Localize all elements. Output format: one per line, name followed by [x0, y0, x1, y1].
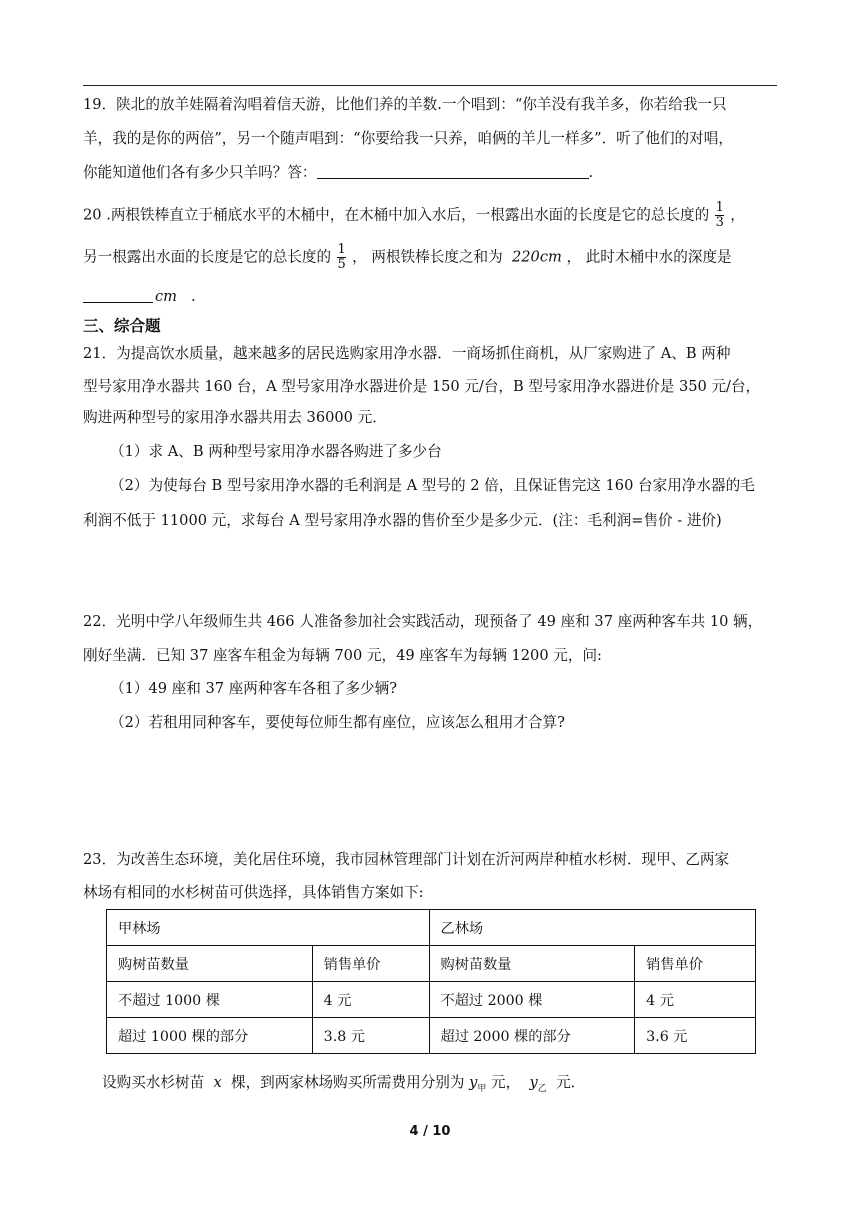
q20-text-2c: ， 此时木桶中水的深度是 [566, 248, 732, 266]
frac1-den: 3 [715, 215, 724, 230]
q20-answer-blank[interactable] [83, 286, 153, 303]
q23-text-a: 设购买水杉树苗 [102, 1074, 205, 1091]
q22-line-1: 22．光明中学八年级师生共 466 人准备参加社会实践活动，现预备了 49 座和 37 座两种客车共 10 辆， [83, 613, 763, 630]
y-letter-b: y [529, 1074, 538, 1091]
cell-a-r1-price: 4 元 [312, 982, 429, 1018]
table-row [107, 1018, 756, 1054]
cell-a-r2-price: 3.8 元 [312, 1018, 429, 1054]
q23-line-3 [102, 1073, 796, 1099]
q23-line-1: 23．为改善生态环境，美化居住环境，我市园林管理部门计划在沂河两岸种植水杉树．现甲、乙两家 [83, 851, 730, 868]
q23-text-d: 元． [556, 1074, 586, 1091]
table-row [107, 946, 756, 982]
q21-part-2a: （2）为使每台 B 型号家用净水器的毛利润是 A 型号的 2 倍，且保证售完这 160 台家用净水器的毛 [110, 477, 755, 494]
fraction-one-fifth [337, 243, 346, 272]
var-y-b [529, 1074, 547, 1094]
cell-b-r1-price: 4 元 [635, 982, 756, 1018]
q19-period: . [588, 164, 594, 181]
q20-line-2 [83, 243, 777, 272]
fraction-one-third [715, 201, 724, 230]
pricing-table [106, 909, 756, 1054]
header-rule [83, 85, 777, 86]
q22-line-2: 刚好坐满．已知 37 座客车租金为每辆 700 元，49 座客车为每辆 1200 元，问: [83, 647, 602, 664]
table-row [107, 910, 756, 946]
q21-line-1: 21．为提高饮水质量，越来越多的居民选购家用净水器．一商场抓住商机，从厂家购进了 A、B 两种 [83, 345, 731, 362]
col-qty-b: 购树苗数量 [429, 946, 635, 982]
q19-line-3 [83, 162, 777, 183]
q20-text-2a: 另一根露出水面的长度是它的总长度的 [83, 248, 332, 266]
frac2-den: 5 [337, 257, 346, 272]
frac2-num: 1 [337, 242, 346, 257]
frac1-num: 1 [715, 200, 724, 215]
cell-b-r2-qty: 超过 2000 棵的部分 [429, 1018, 635, 1054]
col-price-b: 销售单价 [635, 946, 756, 982]
cell-a-r1-qty: 不超过 1000 棵 [107, 982, 313, 1018]
q21-part-2b: 利润不低于 11000 元，求每台 A 型号家用净水器的售价至少是多少元．(注：毛利润=售价 - 进价) [83, 512, 722, 529]
var-x: x [213, 1074, 222, 1091]
q20-text-1: 20 .两根铁棒直立于桶底水平的木桶中，在木桶中加入水后，一根露出水面的长度是它的总长度的 [83, 206, 710, 224]
q19-line-1: 19．陕北的放羊娃隔着沟唱着信天游，比他们养的羊数.一个唱到：“你羊没有我羊多，你若给我一只 [83, 96, 727, 113]
y-letter-a: y [469, 1074, 478, 1091]
q21-line-3: 购进两种型号的家用净水器共用去 36000 元． [83, 409, 387, 426]
q20-end: . [190, 288, 196, 305]
farm-b-header: 乙林场 [429, 910, 756, 946]
q21-line-2: 型号家用净水器共 160 台，A 型号家用净水器进价是 150 元/台，B 型号家用净水器进价是 350 元/台， [83, 378, 761, 395]
q20-length-sum: 220cm [511, 248, 562, 266]
cell-a-r2-qty: 超过 1000 棵的部分 [107, 1018, 313, 1054]
q21-part-1: （1）求 A、B 两种型号家用净水器各购进了多少台 [110, 443, 442, 460]
q23-text-b: 棵，到两家林场购买所需费用分别为 [230, 1074, 465, 1091]
q22-part-2: （2）若租用同种客车，要使每位师生都有座位，应该怎么租用才合算? [110, 714, 565, 731]
q19-line-2: 羊，我的是你的两倍”，另一个随声唱到：“你要给我一只养，咱俩的羊儿一样多”．听了他们的对唱， [83, 130, 733, 147]
q20-unit: cm [155, 288, 178, 305]
y-sub-a: 甲 [477, 1083, 487, 1094]
farm-a-header: 甲林场 [107, 910, 430, 946]
q19-answer-blank[interactable] [317, 162, 589, 179]
q20-line-1 [83, 201, 777, 230]
q23-text-c: 元， [491, 1074, 521, 1091]
cell-b-r2-price: 3.6 元 [635, 1018, 756, 1054]
q20-text-2b: ， 两根铁棒长度之和为 [352, 248, 503, 266]
q20-comma: ， [730, 206, 745, 224]
section-title: 三、综合题 [83, 317, 161, 335]
cell-b-r1-qty: 不超过 2000 棵 [429, 982, 635, 1018]
q22-part-1: （1）49 座和 37 座两种客车各租了多少辆? [110, 680, 398, 697]
col-qty-a: 购树苗数量 [107, 946, 313, 982]
col-price-a: 销售单价 [312, 946, 429, 982]
q19-answer-prompt: 你能知道他们各有多少只羊吗？答： [83, 164, 317, 181]
y-sub-b: 乙 [537, 1083, 547, 1094]
page-number: 4 / 10 [409, 1124, 451, 1139]
var-y-a [469, 1074, 487, 1094]
q20-line-3 [83, 286, 777, 307]
q23-line-2: 林场有相同的水杉树苗可供选择，具体销售方案如下: [83, 884, 424, 901]
table-row [107, 982, 756, 1018]
